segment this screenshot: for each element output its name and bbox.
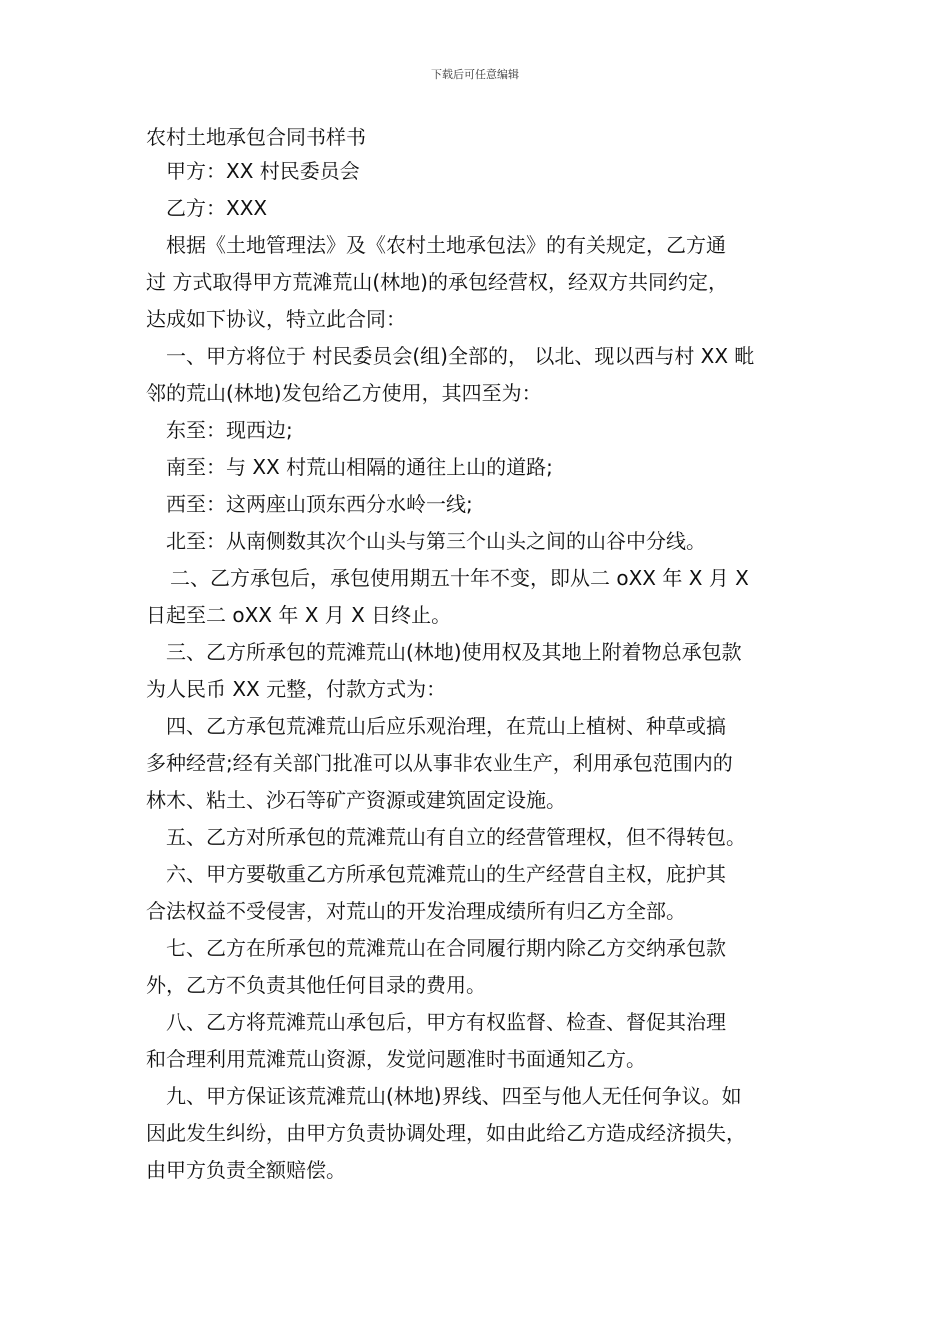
clause-5-line-1: 五、乙方对所承包的荒滩荒山有自立的经营管理权，但不得转包。 <box>166 825 746 849</box>
document-body <box>146 153 826 1189</box>
document-title: 农村土地承包合同书样书 <box>146 125 366 149</box>
clause-2-line-1: 二、乙方承包后，承包使用期五十年不变，即从二 oXX 年 X 月 X <box>170 566 749 590</box>
clause-9-line-1: 九、甲方保证该荒滩荒山(林地)界线、四至与他人无任何争议。如 <box>166 1084 742 1108</box>
preamble-line-3: 达成如下协议，特立此合同： <box>146 307 406 331</box>
clause-7-line-2: 外，乙方不负责其他任何目录的费用。 <box>146 973 486 997</box>
boundary-east: 东至：现西边; <box>166 418 293 442</box>
clause-8-line-2: 和合理利用荒滩荒山资源，发觉问题准时书面通知乙方。 <box>146 1047 646 1071</box>
download-note: 下载后可任意编辑 <box>431 68 519 81</box>
party-a-line: 甲方：XX 村民委员会 <box>166 159 360 183</box>
boundary-south: 南至：与 XX 村荒山相隔的通往上山的道路; <box>166 455 553 479</box>
clause-4-line-3: 林木、粘土、沙石等矿产资源或建筑固定设施。 <box>146 788 566 812</box>
clause-8-line-1: 八、乙方将荒滩荒山承包后，甲方有权监督、检查、督促其治理 <box>166 1010 726 1034</box>
preamble-line-2: 过 方式取得甲方荒滩荒山(林地)的承包经营权，经双方共同约定， <box>146 270 728 294</box>
clause-2-line-2: 日起至二 oXX 年 X 月 X 日终止。 <box>146 603 452 627</box>
clause-9-line-3: 由甲方负责全额赔偿。 <box>146 1158 346 1182</box>
clause-6-line-1: 六、甲方要敬重乙方所承包荒滩荒山的生产经营自主权，庇护其 <box>166 862 726 886</box>
boundary-north: 北至：从南侧数其次个山头与第三个山头之间的山谷中分线。 <box>166 529 706 553</box>
clause-1-line-1: 一、甲方将位于 村民委员会(组)全部的， 以北、现以西与村 XX 毗 <box>166 344 755 368</box>
clause-4-line-1: 四、乙方承包荒滩荒山后应乐观治理，在荒山上植树、种草或搞 <box>166 714 726 738</box>
clause-7-line-1: 七、乙方在所承包的荒滩荒山在合同履行期内除乙方交纳承包款 <box>166 936 726 960</box>
clause-9-line-2: 因此发生纠纷，由甲方负责协调处理，如由此给乙方造成经济损失， <box>146 1121 746 1145</box>
clause-6-line-2: 合法权益不受侵害，对荒山的开发治理成绩所有归乙方全部。 <box>146 899 686 923</box>
clause-1-line-2: 邻的荒山(林地)发包给乙方使用，其四至为： <box>146 381 542 405</box>
clause-4-line-2: 多种经营;经有关部门批准可以从事非农业生产，利用承包范围内的 <box>146 751 733 775</box>
clause-3-line-1: 三、乙方所承包的荒滩荒山(林地)使用权及其地上附着物总承包款 <box>166 640 742 664</box>
boundary-west: 西至：这两座山顶东西分水岭一线; <box>166 492 473 516</box>
preamble-line-1: 根据《土地管理法》及《农村土地承包法》的有关规定，乙方通 <box>166 233 726 257</box>
party-b-line: 乙方：XXX <box>166 196 268 220</box>
clause-3-line-2: 为人民币 XX 元整，付款方式为： <box>146 677 447 701</box>
